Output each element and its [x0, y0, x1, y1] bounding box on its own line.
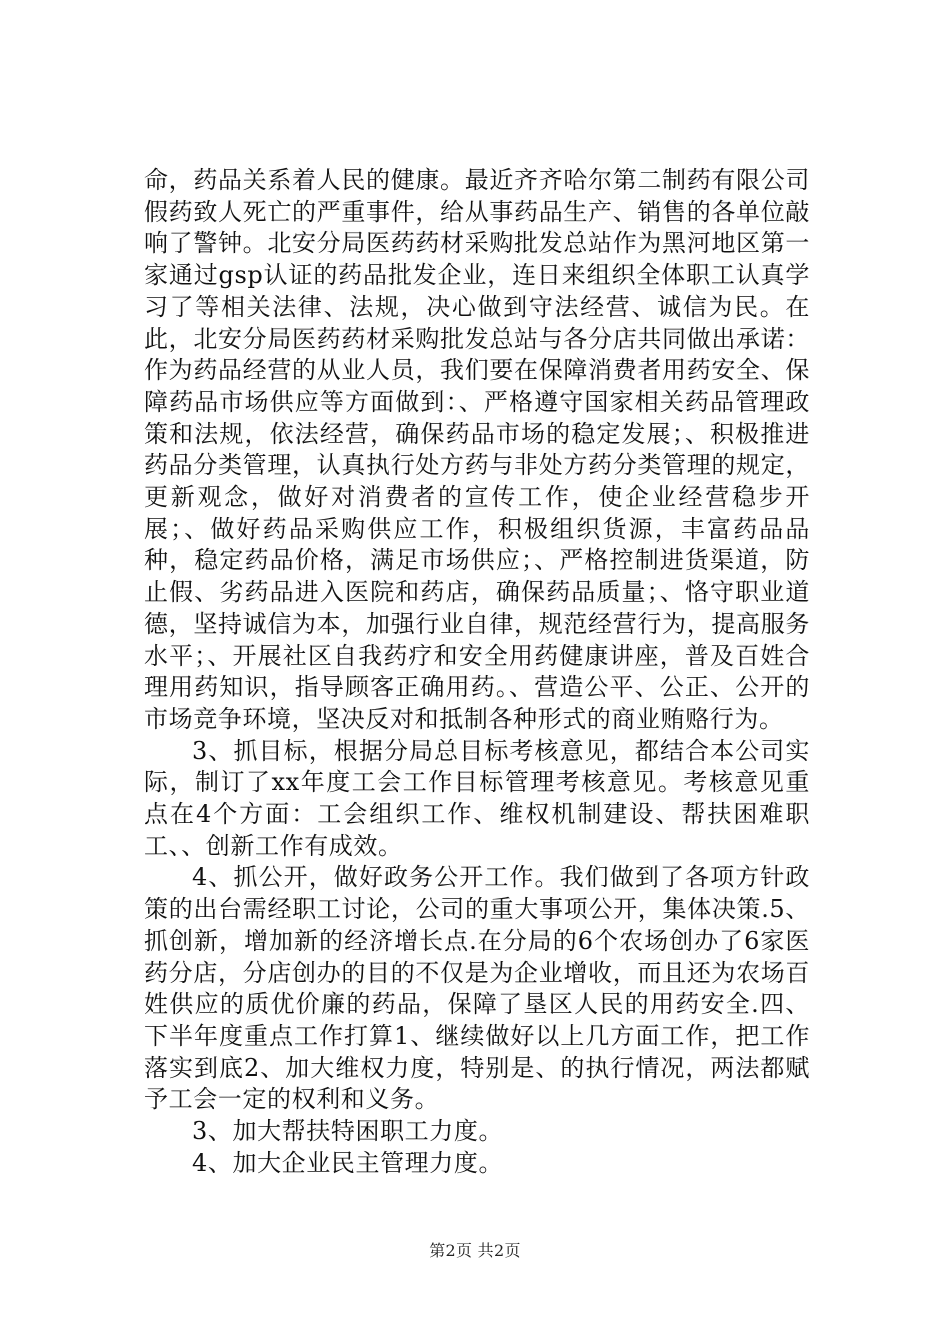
- document-body: [144, 165, 810, 1180]
- paragraph-goals: 3、抓目标，根据分局总目标考核意见，都结合本公司实际，制订了xx年度工会工作目标管理考核意见。考核意见重点在4个方面：工会组织工作、维权机制建设、帮扶困难职工、、创新工作有成效。: [144, 736, 810, 860]
- paragraph-assistance: 3、加大帮扶特困职工力度。: [192, 1117, 504, 1146]
- paragraph-democratic-management: 4、加大企业民主管理力度。: [192, 1148, 504, 1177]
- paragraph-openness: 4、抓公开，做好政务公开工作。我们做到了各项方针政策的出台需经职工讨论，公司的重大事项公开，集体决策.5、抓创新，增加新的经济增长点.在分局的6个农场创办了6家医药分店，分店创办的目的不仅是为企业增收，而且还为农场百姓供应的质优价廉的药品，保障了垦区人民的用药安全.四、下半年度重点工作打算1、继续做好以上几方面工作，把工作落实到底2、加大维权力度，特别是、的执行情况，两法都赋予工会一定的权利和义务。: [144, 863, 810, 1114]
- page-number-footer: 第2页 共2页: [429, 1241, 521, 1260]
- paragraph-pledge: 命，药品关系着人民的健康。最近齐齐哈尔第二制药有限公司假药致人死亡的严重事件，给从事药品生产、销售的各单位敲响了警钟。北安分局医药药材采购批发总站作为黑河地区第一家通过gsp认证的药品批发企业，连日来组织全体职工认真学习了等相关法律、法规，决心做到守法经营、诚信为民。在此，北安分局医药药材采购批发总站与各分店共同做出承诺：作为药品经营的从业人员，我们要在保障消费者用药安全、保障药品市场供应等方面做到：、严格遵守国家相关药品管理政策和法规，依法经营，确保药品市场的稳定发展；、积极推进药品分类管理，认真执行处方药与非处方药分类管理的规定，更新观念，做好对消费者的宣传工作，使企业经营稳步开展；、做好药品采购供应工作，积极组织货源，丰富药品品种，稳定药品价格，满足市场供应；、严格控制进货渠道，防止假、劣药品进入医院和药店，确保药品质量；、恪守职业道德，坚持诚信为本，加强行业自律，规范经营行为，提高服务水平；、开展社区自我药疗和安全用药健康讲座，普及百姓合理用药知识，指导顾客正确用药。、营造公平、公正、公开的市场竞争环境，坚决反对和抵制各种形式的商业贿赂行为。: [144, 166, 810, 733]
